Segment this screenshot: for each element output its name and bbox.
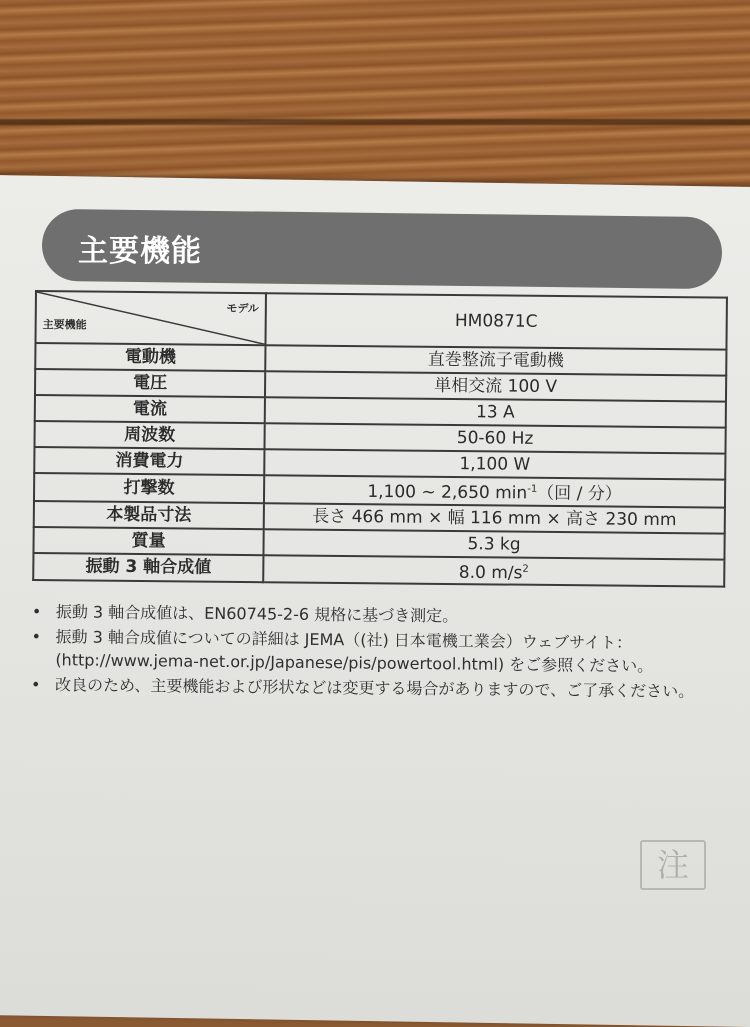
note-item <box>31 673 731 703</box>
spec-label: 周波数 <box>34 421 264 449</box>
spec-label: 消費電力 <box>34 447 264 475</box>
note-item <box>31 625 731 678</box>
notes-list <box>31 600 732 705</box>
spec-label: 電圧 <box>35 369 265 397</box>
spec-value: 5.3 kg <box>263 529 724 559</box>
model-number: HM0871C <box>265 293 726 349</box>
bleed-through-note-box: 注 <box>640 840 706 890</box>
bullet-icon: • <box>31 626 42 647</box>
spec-header-cell <box>35 291 265 345</box>
spec-table <box>32 290 728 588</box>
spec-row <box>33 553 724 587</box>
note-text: 振動 3 軸合成値は、EN60745-2-6 規格に基づき測定。 <box>55 602 459 626</box>
note-text: 改良のため、主要機能および形状などは変更する場合がありますので、ご了承ください。 <box>55 675 695 701</box>
spec-value: 単相交流 100 V <box>265 371 726 401</box>
spec-value: 長さ 466 mm × 幅 116 mm × 高さ 230 mm <box>264 503 725 533</box>
spec-label: 振動 3 軸合成値 <box>33 553 263 583</box>
spec-value: 直巻整流子電動機 <box>265 345 726 375</box>
vibration-exponent: 2 <box>522 563 529 575</box>
bullet-icon: • <box>31 601 42 622</box>
blow-rate-unit: （回 / 分） <box>537 483 622 505</box>
spec-value: 50-60 Hz <box>264 423 725 453</box>
header-model-label: モデル <box>226 301 259 316</box>
spec-label: 打撃数 <box>34 473 264 503</box>
spec-label: 電動機 <box>35 343 265 371</box>
spec-value-vibration <box>263 555 724 587</box>
blow-rate-value: 1,100 ~ 2,650 min <box>367 481 528 504</box>
header-spec-label: 主要機能 <box>42 318 87 332</box>
spec-value: 1,100 W <box>264 449 725 479</box>
blow-rate-exponent: -1 <box>527 483 538 495</box>
spec-header-row <box>35 291 726 350</box>
note-text: 振動 3 軸合成値についての詳細は JEMA（(社) 日本電機工業会）ウェブサイト：(http://www.jema-net.or.jp/Japanese/pis/powertool.html) をご参照ください。 <box>55 627 654 676</box>
spec-label: 本製品寸法 <box>34 501 264 529</box>
section-title: 主要機能 <box>78 234 202 269</box>
spec-value: 13 A <box>265 397 726 427</box>
spec-label: 質量 <box>33 527 263 555</box>
bullet-icon: • <box>31 674 41 695</box>
spec-value-blow-rate <box>264 475 725 507</box>
spec-label: 電流 <box>35 395 265 423</box>
vibration-value: 8.0 m/s <box>458 562 523 584</box>
